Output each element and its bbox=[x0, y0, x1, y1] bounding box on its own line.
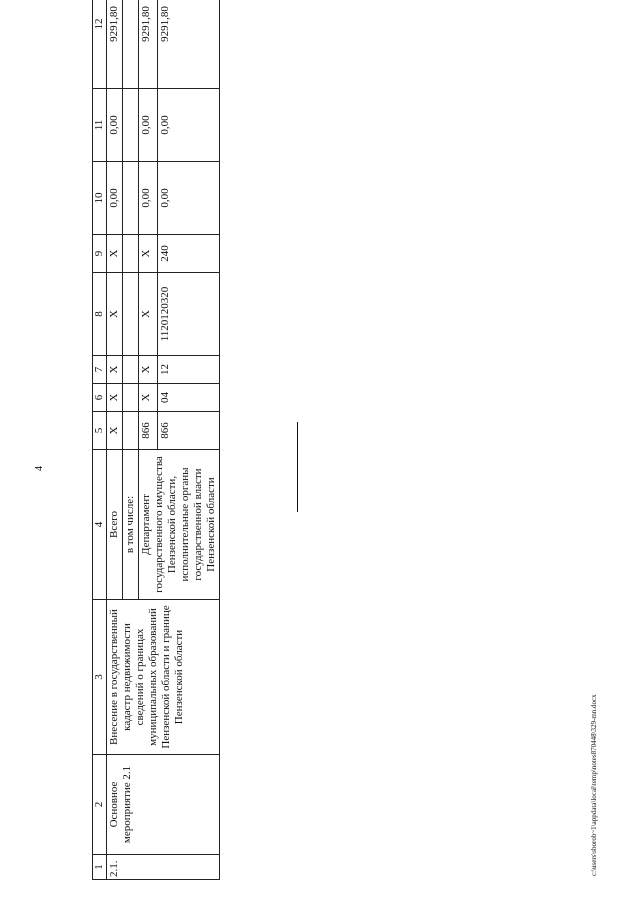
table-cell bbox=[122, 356, 138, 384]
table-cell: 240 bbox=[157, 235, 219, 273]
total-label: Всего bbox=[106, 450, 122, 600]
table-cell: X bbox=[138, 235, 157, 273]
table-cell bbox=[122, 89, 138, 162]
footer-file-path: c:\users\sborob~1\appdata\local\temp\notes870448\329-mn.docx bbox=[590, 694, 598, 876]
table-cell: X bbox=[138, 384, 157, 412]
measure-description: Внесение в государственный кадастр недвижимости сведений о границах муниципальных образований Пензенской области и границе Пензенской области bbox=[106, 600, 219, 755]
table-row bbox=[106, 0, 122, 880]
header-cell: 12 bbox=[93, 0, 107, 89]
table-cell: X bbox=[106, 235, 122, 273]
table-cell: X bbox=[138, 356, 157, 384]
budget-table bbox=[92, 0, 220, 880]
header-cell: 8 bbox=[93, 273, 107, 356]
table-cell: X bbox=[106, 273, 122, 356]
header-row bbox=[93, 0, 107, 880]
header-cell: 3 bbox=[93, 600, 107, 755]
table-cell: 9291,80 bbox=[138, 0, 157, 89]
row-number: 2.1. bbox=[106, 855, 219, 880]
table-cell: 04 bbox=[157, 384, 219, 412]
header-cell: 2 bbox=[93, 755, 107, 855]
header-cell: 9 bbox=[93, 235, 107, 273]
table-cell: X bbox=[138, 273, 157, 356]
rotated-table-wrapper bbox=[92, 6, 256, 880]
table-cell: 0,00 bbox=[106, 89, 122, 162]
table-cell: 0,00 bbox=[157, 89, 219, 162]
table-cell bbox=[122, 384, 138, 412]
table-cell bbox=[122, 273, 138, 356]
header-cell: 5 bbox=[93, 412, 107, 450]
separator-line bbox=[297, 422, 298, 512]
table-cell bbox=[122, 0, 138, 89]
including-label: в том числе: bbox=[122, 450, 138, 600]
header-cell: 7 bbox=[93, 356, 107, 384]
table-cell: 0,00 bbox=[157, 162, 219, 235]
table-cell: 9291,80 bbox=[106, 0, 122, 89]
table-cell: X bbox=[106, 384, 122, 412]
table-cell bbox=[122, 412, 138, 450]
table-cell: 866 bbox=[157, 412, 219, 450]
table-cell: 866 bbox=[138, 412, 157, 450]
page-number: 4 bbox=[34, 466, 45, 471]
table-cell bbox=[122, 162, 138, 235]
table-cell: 0,00 bbox=[138, 162, 157, 235]
department-label: Департамент государственного имущества Пензенской области, исполнительные органы государственной власти Пензенской области bbox=[138, 450, 219, 600]
header-cell: 11 bbox=[93, 89, 107, 162]
table-cell: 1120120320 bbox=[157, 273, 219, 356]
table-cell: X bbox=[106, 412, 122, 450]
table-cell: 0,00 bbox=[138, 89, 157, 162]
header-cell: 6 bbox=[93, 384, 107, 412]
measure-name: Основное мероприятие 2.1 bbox=[106, 755, 219, 855]
table-cell: 9291,80 bbox=[157, 0, 219, 89]
table-cell: 12 bbox=[157, 356, 219, 384]
header-cell: 1 bbox=[93, 855, 107, 880]
table-cell bbox=[122, 235, 138, 273]
table-cell: 0,00 bbox=[106, 162, 122, 235]
table-cell: X bbox=[106, 356, 122, 384]
header-cell: 10 bbox=[93, 162, 107, 235]
header-cell: 4 bbox=[93, 450, 107, 600]
